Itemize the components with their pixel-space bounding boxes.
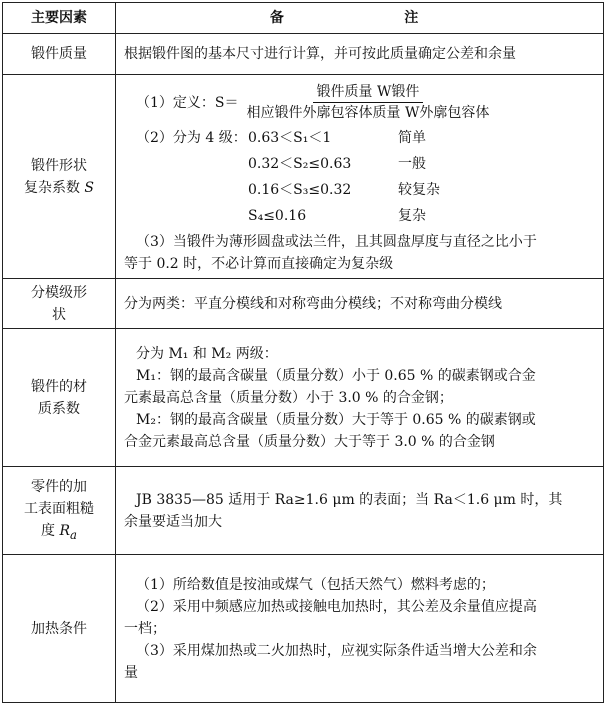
note-cell: 根据锻件图的基本尺寸进行计算，并可按此质量确定公差和余量 bbox=[116, 34, 604, 75]
note-line: M₁：钢的最高含碳量（质量分数）小于 0.65 % 的碳素钢或合金 bbox=[136, 367, 536, 384]
factor-cell: 锻件形状 复杂系数 S bbox=[3, 75, 116, 279]
definition-formula: （1）定义：S＝ $\frac{\text{锻件质量 W锻件}}{\text{相应锻件外廓包容体质量 W外廓包容体}}$ bbox=[124, 79, 595, 127]
table-row bbox=[3, 329, 604, 467]
factor-cell: 零件的加 工表面粗糙 度 $R_a$ bbox=[3, 467, 116, 555]
grade-row: 0.32＜S₂≤0.63 一般 bbox=[248, 155, 426, 172]
note-line: 量 bbox=[124, 664, 138, 681]
factor-cell: 锻件的材 质系数 bbox=[3, 329, 116, 467]
table-row bbox=[3, 75, 604, 279]
note-line: 分为 M₁ 和 M₂ 两级： bbox=[136, 345, 278, 362]
fraction-numerator: 锻件质量 W锻件 bbox=[313, 82, 424, 103]
note-line: JB 3835—85 适用于 Ra≥1.6 μm 的表面；当 Ra＜1.6 μm 时，其 bbox=[136, 491, 563, 508]
note-line: 余量要适当加大 bbox=[124, 513, 222, 530]
grade-row: 0.16＜S₃≤0.32 较复杂 bbox=[248, 181, 440, 198]
note-cell: 分为两类：平直分模线和对称弯曲分模线；不对称弯曲分模线 bbox=[116, 279, 604, 329]
factors-table bbox=[2, 2, 604, 703]
grade-row: （2）分为 4 级： 0.63＜S₁＜1 简单 bbox=[136, 129, 426, 146]
note-cell bbox=[116, 75, 604, 279]
fraction-denominator: 相应锻件外廓包容体质量 W外廓包容体 bbox=[246, 105, 490, 121]
note-line: 元素最高总含量（质量分数）小于 3.0 % 的合金钢； bbox=[124, 389, 453, 406]
note-line: （3）当锻件为薄形圆盘或法兰件，且其圆盘厚度与直径之比小于 bbox=[136, 233, 537, 250]
factor-cell: 分模级形 状 bbox=[3, 279, 116, 329]
factor-cell: 锻件质量 bbox=[3, 34, 116, 75]
note-line: 合金元素最高总含量（质量分数）大于等于 3.0 % 的合金钢 bbox=[124, 433, 495, 450]
header-factor: 主要因素 bbox=[3, 3, 116, 34]
note-line: M₂：钢的最高含碳量（质量分数）大于等于 0.65 % 的碳素钢或 bbox=[136, 411, 536, 428]
grade-row: S₄≤0.16 复杂 bbox=[248, 207, 426, 224]
table-row bbox=[3, 34, 604, 75]
header-notes: 备 注 bbox=[116, 3, 604, 34]
table-row bbox=[3, 279, 604, 329]
note-line: （2）采用中频感应加热或接触电加热时，其公差及余量值应提高 bbox=[136, 598, 537, 615]
note-line: （1）所给数值是按油或煤气（包括天然气）燃料考虑的； bbox=[136, 576, 495, 593]
note-line: （3）采用煤加热或二火加热时，应视实际条件适当增大公差和余 bbox=[136, 642, 537, 659]
table-row bbox=[3, 467, 604, 555]
fraction bbox=[243, 82, 494, 123]
note-cell bbox=[116, 329, 604, 467]
note-cell bbox=[116, 555, 604, 703]
note-line: 等于 0.2 时，不必计算而直接确定为复杂级 bbox=[124, 255, 394, 272]
table-header-row bbox=[3, 3, 604, 34]
note-cell bbox=[116, 467, 604, 555]
table-row bbox=[3, 555, 604, 703]
factor-cell: 加热条件 bbox=[3, 555, 116, 703]
note-line: 一档； bbox=[124, 620, 166, 637]
